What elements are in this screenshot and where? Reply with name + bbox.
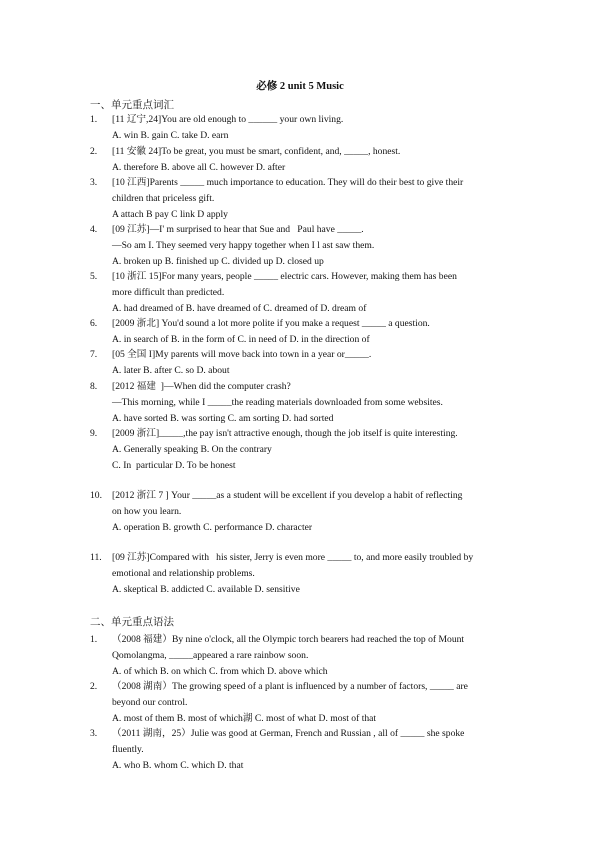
question-options-continued: C. In particular D. To be honest <box>112 460 236 471</box>
question-text-continued: more difficult than predicted. <box>112 287 225 298</box>
question-10 <box>90 488 520 536</box>
question-options: A. most of them B. most of which湖 C. most of what D. most of that <box>112 713 377 724</box>
page-title: 必修 2 unit 5 Music <box>256 81 344 92</box>
question-1 <box>90 112 520 144</box>
question-number: 3. <box>90 177 98 188</box>
question-text: [11 安徽 24]To be great, you must be smart, confident, and, _____, honest. <box>112 146 401 157</box>
question-6 <box>90 316 520 348</box>
question-options: A. had dreamed of B. have dreamed of C. dreamed of D. dream of <box>112 303 367 314</box>
question-options: A. skeptical B. addicted C. available D. sensitive <box>112 584 300 595</box>
question-text: （2008 福建）By nine o'clock, all the Olympic torch bearers had reached the top of Mount <box>112 634 465 645</box>
question-text: [11 辽宁,24]You are old enough to ______ your own living. <box>112 114 344 125</box>
question-options: A. therefore B. above all C. however D. after <box>112 162 286 173</box>
question-5 <box>90 269 520 317</box>
question-text-continued: children that priceless gift. <box>112 193 215 204</box>
question-number: 8. <box>90 381 98 392</box>
question-text-continued: —So am I. They seemed very happy together when I l ast saw them. <box>112 240 375 251</box>
question-text: [10 江西]Parents _____ much importance to education. They will do their best to give their <box>112 177 464 188</box>
question-number: 11. <box>90 552 102 563</box>
grammar-question-1 <box>90 632 520 680</box>
question-options: A. broken up B. finished up C. divided up D. closed up <box>112 256 324 267</box>
question-text: （2008 湖南）The growing speed of a plant is influenced by a number of factors, _____ are <box>112 681 468 692</box>
question-number: 10. <box>90 490 102 501</box>
question-text: [05 全国 I]My parents will move back into town in a year or_____. <box>112 349 372 360</box>
question-text-continued: —This morning, while I _____the reading materials downloaded from some websites. <box>112 397 443 408</box>
question-options: A. of which B. on which C. from which D. above which <box>112 666 328 677</box>
question-text: [2012 浙江 7 ] Your _____as a student will be excellent if you develop a habit of reflecting <box>112 490 463 501</box>
question-number: 5. <box>90 271 98 282</box>
question-11 <box>90 550 520 598</box>
question-options: A attach B pay C link D apply <box>112 209 228 220</box>
question-number: 6. <box>90 318 98 329</box>
question-options: A. win B. gain C. take D. earn <box>112 130 229 141</box>
question-9 <box>90 426 520 474</box>
question-text: [09 江苏]—I' m surprised to hear that Sue and Paul have _____. <box>112 224 364 235</box>
question-3 <box>90 175 520 223</box>
section-heading-vocabulary: 一、单元重点词汇 <box>90 100 174 111</box>
question-options: A. in search of B. in the form of C. in need of D. in the direction of <box>112 334 370 345</box>
question-number: 9. <box>90 428 98 439</box>
question-options: A. Generally speaking B. On the contrary <box>112 444 272 455</box>
question-text: [09 江苏]Compared with his sister, Jerry is even more _____ to, and more easily troubled by <box>112 552 474 563</box>
question-options: A. operation B. growth C. performance D. character <box>112 522 313 533</box>
question-options: A. later B. after C. so D. about <box>112 365 230 376</box>
question-7 <box>90 347 520 379</box>
question-text-continued: beyond our control. <box>112 697 188 708</box>
grammar-question-3 <box>90 726 520 774</box>
question-text-continued: emotional and relationship problems. <box>112 568 255 579</box>
grammar-question-2 <box>90 679 520 727</box>
question-number: 2. <box>90 146 98 157</box>
question-number: 1. <box>90 634 98 645</box>
question-text: [2009 浙北] You'd sound a lot more polite if you make a request _____ a question. <box>112 318 430 329</box>
question-text-continued: Qomolangma, _____appeared a rare rainbow soon. <box>112 650 309 661</box>
section-heading-grammar: 二、单元重点语法 <box>90 617 174 628</box>
question-text: [2009 浙江]_____,the pay isn't attractive enough, though the job itself is quite interesting. <box>112 428 458 439</box>
question-8 <box>90 379 520 427</box>
question-text: [10 浙江 15]For many years, people _____ electric cars. However, making them has been <box>112 271 457 282</box>
question-text: [2012 福建 ]—When did the computer crash? <box>112 381 291 392</box>
question-4 <box>90 222 520 270</box>
question-text-continued: fluently. <box>112 744 144 755</box>
question-number: 4. <box>90 224 98 235</box>
question-text-continued: on how you learn. <box>112 506 182 517</box>
question-options: A. have sorted B. was sorting C. am sorting D. had sorted <box>112 413 334 424</box>
question-number: 2. <box>90 681 98 692</box>
question-2 <box>90 144 520 176</box>
question-text: （2011 湖南，25）Julie was good at German, French and Russian , all of _____ she spoke <box>112 728 465 739</box>
question-number: 1. <box>90 114 98 125</box>
question-number: 3. <box>90 728 98 739</box>
question-number: 7. <box>90 349 98 360</box>
question-options: A. who B. whom C. which D. that <box>112 760 244 771</box>
